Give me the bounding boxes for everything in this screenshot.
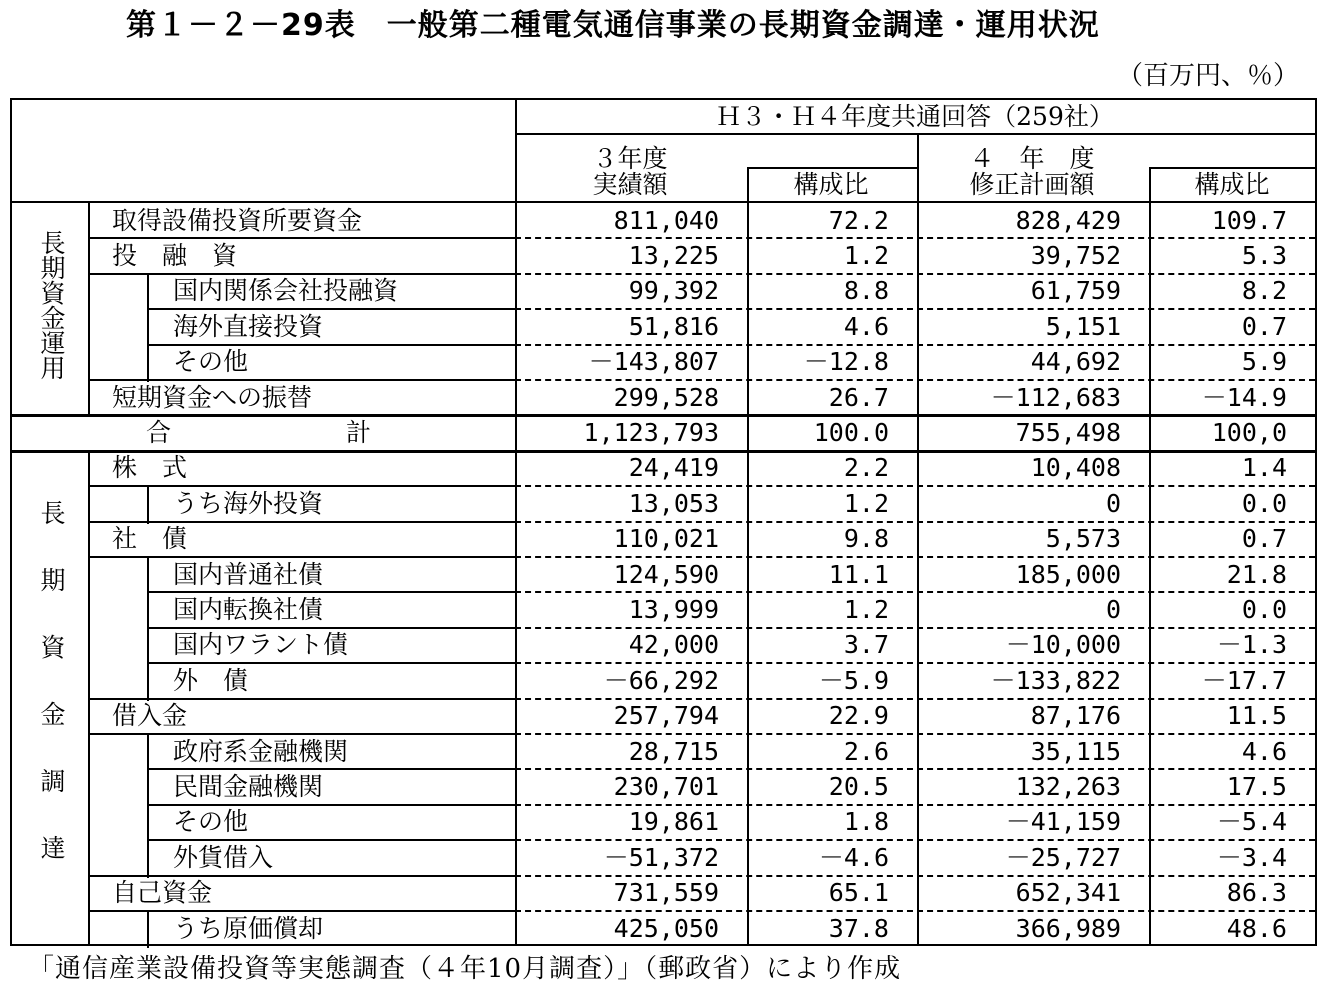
ratio-fy3-cell: 1.2: [843, 594, 889, 624]
header-col1-line1: ３年度: [592, 144, 668, 173]
amount-fy4-cell: －112,683: [990, 382, 1121, 412]
amount-fy4-cell: 61,759: [1030, 276, 1121, 306]
ratio-fy4-cell: －17.7: [1201, 665, 1287, 695]
subitem-rule: [147, 911, 149, 948]
row-label: 社 債: [112, 524, 188, 554]
ratio-fy3-cell: 4.6: [843, 311, 889, 341]
amount-fy4-cell: 132,263: [1015, 771, 1121, 801]
header-col1-line2: 実績額: [592, 170, 668, 199]
row-label: その他: [173, 807, 249, 837]
ratio-fy3-cell: 37.8: [828, 913, 889, 943]
amount-fy4-cell: －10,000: [1005, 630, 1121, 660]
amount-fy3-cell: 13,999: [628, 594, 719, 624]
row-label: 国内転換社債: [173, 594, 324, 624]
amount-fy3-cell: 42,000: [628, 630, 719, 660]
ratio-fy4-cell: －5.4: [1216, 807, 1287, 837]
ratio-fy4-cell: 5.3: [1241, 240, 1287, 270]
ratio-fy4-cell: －14.9: [1201, 382, 1287, 412]
header-group-rule: [515, 133, 1317, 135]
row-label: 国内ワラント債: [173, 630, 349, 660]
ratio-fy4-cell: 21.8: [1226, 559, 1287, 589]
ratio-fy3-cell: 26.7: [828, 382, 889, 412]
amount-fy4-cell: 185,000: [1015, 559, 1121, 589]
ratio-fy4-cell: －1.3: [1216, 630, 1287, 660]
header-col4: 構成比: [1194, 170, 1270, 199]
row-label: 投 融 資: [112, 240, 238, 270]
subitem-rule: [147, 557, 149, 594]
header-sub-rule: [747, 167, 919, 169]
amount-fy3-cell: 28,715: [628, 736, 719, 766]
table-left-border: [10, 98, 12, 946]
ratio-fy4-cell: 48.6: [1226, 913, 1287, 943]
amount-fy4-cell: 5,573: [1045, 524, 1121, 554]
amount-fy4-cell: 652,341: [1015, 878, 1121, 908]
row-label: 自己資金: [112, 878, 213, 908]
section-label-raise: 長期資金調達: [37, 500, 66, 902]
header-col3-line2: 修正計画額: [969, 170, 1095, 199]
ratio-fy3-cell: 1.2: [843, 240, 889, 270]
amount-fy3-cell: 13,225: [628, 240, 719, 270]
funding-table: [10, 98, 1317, 946]
subitem-rule: [147, 628, 149, 665]
header-col2: 構成比: [793, 170, 869, 199]
amount-fy3-cell: 24,419: [628, 453, 719, 483]
amount-fy3-cell: －143,807: [588, 347, 719, 377]
amount-fy3-cell: 51,816: [628, 311, 719, 341]
subitem-rule: [147, 805, 149, 842]
amount-fy3-cell: 99,392: [628, 276, 719, 306]
row-label: 株 式: [112, 453, 188, 483]
ratio-fy3-cell: －4.6: [818, 842, 889, 872]
ratio-fy3-cell: 3.7: [843, 630, 889, 660]
header-group: Ｈ３・Ｈ４年度共通回答（259社）: [716, 102, 1114, 131]
ratio-fy4-cell: 0.7: [1241, 311, 1287, 341]
total-row-label: 合 計: [146, 417, 372, 447]
amount-fy4-cell: 5,151: [1045, 311, 1121, 341]
ratio-fy3-cell: 100.0: [813, 417, 889, 447]
amount-fy3-cell: 257,794: [613, 701, 719, 731]
amount-fy3-cell: 425,050: [613, 913, 719, 943]
row-label: 外貨借入: [173, 842, 274, 872]
row-label: うち海外投資: [173, 488, 324, 518]
row-label: 取得設備投資所要資金: [112, 205, 363, 235]
ratio-fy4-cell: 0.0: [1241, 488, 1287, 518]
ratio-fy4-cell: 11.5: [1226, 701, 1287, 731]
amount-fy4-cell: 0: [1105, 488, 1121, 518]
amount-fy4-cell: －133,822: [990, 665, 1121, 695]
amount-fy4-cell: 755,498: [1015, 417, 1121, 447]
ratio-fy3-cell: 22.9: [828, 701, 889, 731]
ratio-fy3-cell: 2.2: [843, 453, 889, 483]
section-label-use: 長期資金運用: [37, 230, 66, 380]
subitem-rule: [147, 345, 149, 382]
amount-fy3-cell: 230,701: [613, 771, 719, 801]
amount-fy3-cell: 13,053: [628, 488, 719, 518]
ratio-fy3-cell: 1.8: [843, 807, 889, 837]
amount-fy4-cell: －41,159: [1005, 807, 1121, 837]
row-label: 国内普通社債: [173, 559, 324, 589]
ratio-fy4-cell: 109.7: [1211, 205, 1287, 235]
amount-fy3-cell: 124,590: [613, 559, 719, 589]
subitem-rule: [147, 840, 149, 877]
ratio-fy3-cell: －5.9: [818, 665, 889, 695]
amount-fy4-cell: 39,752: [1030, 240, 1121, 270]
amount-fy3-cell: 19,861: [628, 807, 719, 837]
ratio-fy3-cell: －12.8: [803, 347, 889, 377]
ratio-fy4-cell: 17.5: [1226, 771, 1287, 801]
row-label: 海外直接投資: [173, 311, 324, 341]
ratio-fy4-cell: 5.9: [1241, 347, 1287, 377]
amount-fy3-cell: 110,021: [613, 524, 719, 554]
ratio-fy3-cell: 65.1: [828, 878, 889, 908]
row-label: 短期資金への振替: [112, 382, 313, 412]
header-col3-line1: ４ 年 度: [969, 144, 1095, 173]
subitem-rule: [147, 274, 149, 311]
unit-label: （百万円、％）: [1116, 61, 1299, 91]
subitem-rule: [147, 663, 149, 700]
ratio-fy4-cell: 0.7: [1241, 524, 1287, 554]
row-label: 国内関係会社投融資: [173, 276, 399, 306]
row-label: 民間金融機関: [173, 771, 324, 801]
amount-fy3-cell: 299,528: [613, 382, 719, 412]
section-use-rule: [88, 203, 90, 417]
row-label: うち原価償却: [173, 913, 324, 943]
ratio-fy3-cell: 1.2: [843, 488, 889, 518]
amount-fy4-cell: 0: [1105, 594, 1121, 624]
amount-fy3-cell: －51,372: [603, 842, 719, 872]
ratio-fy3-cell: 20.5: [828, 771, 889, 801]
ratio-fy4-cell: 0.0: [1241, 594, 1287, 624]
column-rule-plan: [917, 133, 919, 946]
amount-fy3-cell: 1,123,793: [583, 417, 719, 447]
amount-fy3-cell: 731,559: [613, 878, 719, 908]
row-label: 外 債: [173, 665, 249, 695]
amount-fy4-cell: 366,989: [1015, 913, 1121, 943]
subitem-rule: [147, 309, 149, 346]
page-title: 第１－２－29表 一般第二種電気通信事業の長期資金調達・運用状況: [126, 8, 1100, 43]
amount-fy4-cell: 35,115: [1030, 736, 1121, 766]
amount-fy4-cell: 87,176: [1030, 701, 1121, 731]
ratio-fy3-cell: 2.6: [843, 736, 889, 766]
source-note: 「通信産業設備投資等実態調査（４年10月調査）」（郵政省）により作成: [28, 954, 902, 984]
ratio-fy4-cell: 100,0: [1211, 417, 1287, 447]
subitem-rule: [147, 486, 149, 523]
row-label: その他: [173, 347, 249, 377]
amount-fy4-cell: 10,408: [1030, 453, 1121, 483]
ratio-fy4-cell: 1.4: [1241, 453, 1287, 483]
amount-fy4-cell: 44,692: [1030, 347, 1121, 377]
amount-fy3-cell: －66,292: [603, 665, 719, 695]
ratio-fy3-cell: 72.2: [828, 205, 889, 235]
row-label: 政府系金融機関: [173, 736, 349, 766]
amount-fy4-cell: －25,727: [1005, 842, 1121, 872]
ratio-fy3-cell: 9.8: [843, 524, 889, 554]
subitem-rule: [147, 734, 149, 771]
subitem-rule: [147, 769, 149, 806]
header-sub-rule: [1149, 167, 1317, 169]
amount-fy3-cell: 811,040: [613, 205, 719, 235]
ratio-fy3-cell: 11.1: [828, 559, 889, 589]
table-top-border: [10, 98, 1317, 100]
row-label: 借入金: [112, 701, 188, 731]
table-right-border: [1315, 98, 1317, 946]
ratio-fy4-cell: 4.6: [1241, 736, 1287, 766]
ratio-fy4-cell: 8.2: [1241, 276, 1287, 306]
amount-fy4-cell: 828,429: [1015, 205, 1121, 235]
ratio-fy4-cell: 86.3: [1226, 878, 1287, 908]
ratio-fy3-cell: 8.8: [843, 276, 889, 306]
subitem-rule: [147, 592, 149, 629]
ratio-fy4-cell: －3.4: [1216, 842, 1287, 872]
